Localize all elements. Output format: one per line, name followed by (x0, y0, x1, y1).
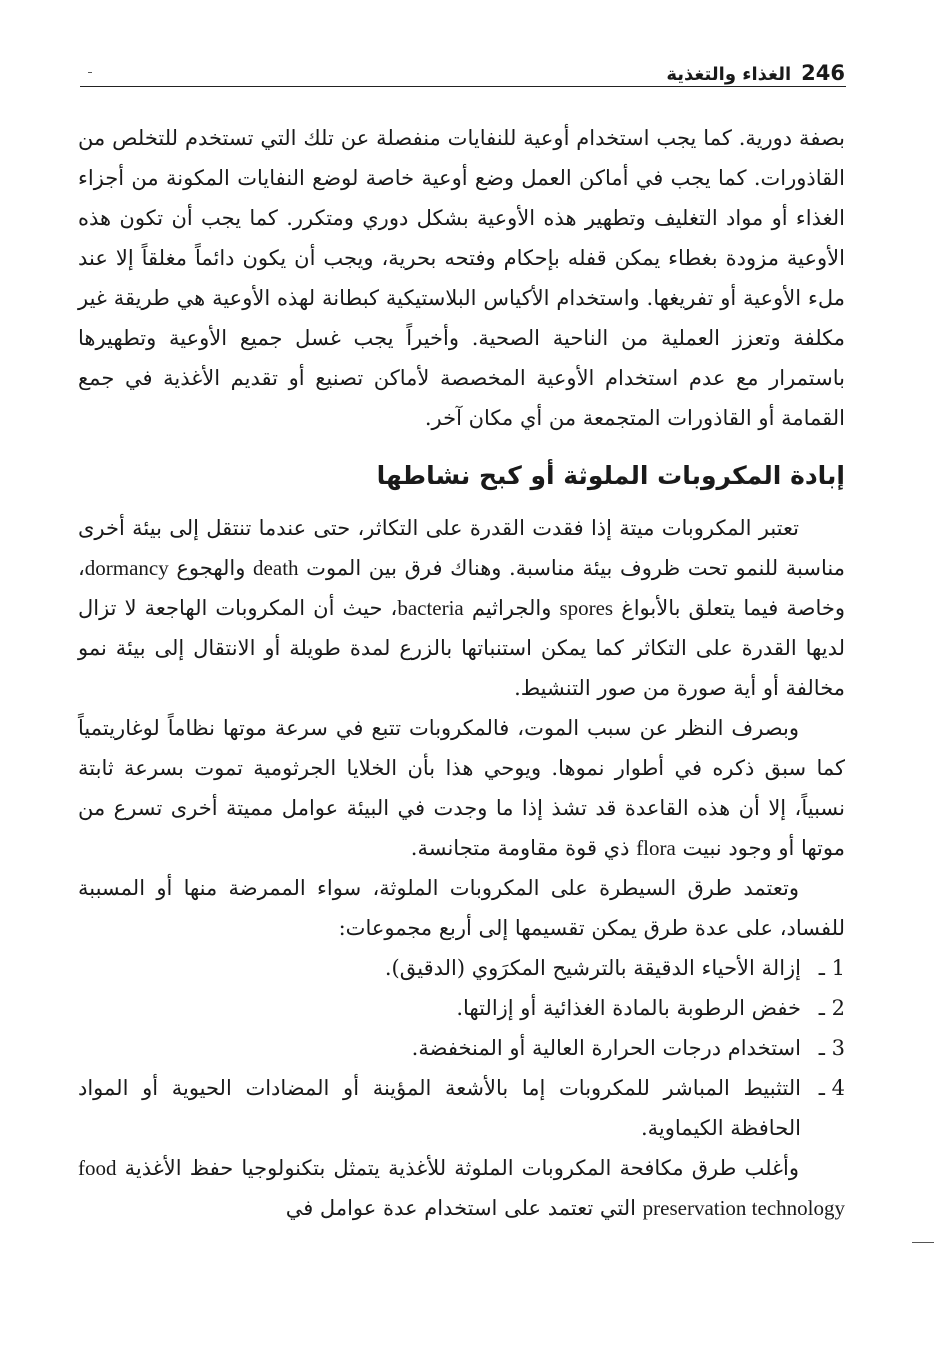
page-number: 246 (801, 61, 845, 85)
paragraph-text: ، حيث أن المكروبات الهاجعة لا تزال لديها القدرة على التكاثر كما يمكن استنباتها بالزرع لمدة طويلة أو الانتقال إلى بيئة نمو مخالفة أو أية صورة من صور التنشيط. (78, 596, 845, 700)
list-item (78, 948, 845, 988)
paragraph-preservation (78, 1148, 845, 1228)
list-item (78, 1068, 845, 1148)
intro-paragraph: بصفة دورية. كما يجب استخدام أوعية للنفايات منفصلة عن تلك التي تستخدم للتخلص من القاذورات. كما يجب في أماكن العمل وضع أوعية خاصة لوضع النفايات المكونة من أجزاء الغذاء أو مواد التغليف وتطهير هذه الأوعية بشكل دوري ومتكرر. كما يجب أن تكون هذه الأوعية مزودة بغطاء يمكن قفله بإحكام وفتحه بحرية، ويجب أن يكون دائماً مغلقاً إلا عند ملء الأوعية أو تفريغها. واستخدام الأكياس البلاستيكية كبطانة لهذه الأوعية هي طريقة غير مكلفة وتعزز العملية من الناحية الصحية. وأخيراً يجب غسل جميع الأوعية وتطهيرها باستمرار مع عدم استخدام الأوعية المخصصة لأماكن تصنيع أو تقديم الأغذية في جمع القمامة أو القاذورات المتجمعة من أي مكان آخر. (78, 126, 845, 430)
body-text (78, 118, 845, 1228)
english-term: spores (559, 596, 614, 620)
english-term: flora (636, 836, 676, 860)
english-term: dormancy (84, 556, 169, 580)
list-number: 2 ـ (818, 996, 845, 1020)
english-term: food preservation technology (78, 1156, 845, 1220)
section-heading: إبادة المكروبات الملوثة أو كبح نشاطها (376, 461, 845, 490)
paragraph-text: وأغلب طرق مكافحة المكروبات الملوثة للأغذية يتمثل بتكنولوجيا حفظ الأغذية (124, 1156, 799, 1180)
list-text: التثبيط المباشر للمكروبات إما بالأشعة المؤينة أو المضادات الحيوية أو المواد الحافظة الكيماوية. (78, 1076, 801, 1140)
list-number: 1 ـ (818, 956, 845, 980)
list-item (78, 988, 845, 1028)
list-number: 4 ـ (818, 1076, 845, 1100)
paragraph-death-dormancy (78, 508, 845, 708)
header-rule (80, 86, 846, 87)
english-term: bacteria (397, 596, 464, 620)
running-title: الغذاء والتغذية (666, 64, 792, 85)
paragraph-control-methods: وتعتمد طرق السيطرة على المكروبات الملوثة، سواء الممرضة منها أو المسببة للفساد، على عدة طرق يمكن تقسيمها إلى أربع مجموعات: (78, 876, 845, 940)
page-header (80, 48, 845, 84)
paragraph-text: التي تعتمد على استخدام عدة عوامل في (285, 1196, 636, 1220)
list-text: خفض الرطوبة بالمادة الغذائية أو إزالتها. (456, 996, 801, 1020)
list-text: استخدام درجات الحرارة العالية أو المنخفضة. (411, 1036, 801, 1060)
paragraph-text: ، وخاصة فيما يتعلق بالأبواغ (78, 556, 845, 620)
paragraph-text: تعتبر المكروبات ميتة إذا فقدت القدرة على التكاثر، حتى عندما تنتقل إلى بيئة أخرى مناسبة للنمو تحت ظروف بيئة مناسبة. وهناك فرق بين الموت (78, 516, 845, 580)
methods-list (78, 948, 845, 1148)
paragraph-text: وبصرف النظر عن سبب الموت، فالمكروبات تتبع في سرعة موتها نظاماً لوغاريتمياً كما سبق ذكره في أطوار نموها. ويوحي هذا بأن الخلايا الجرثومية تموت بسرعة ثابتة نسبياً، إلا أن هذه القاعدة قد تشذ إذا ما وجدت في البيئة عوامل مميتة أخرى تسرع من موتها أو وجود نبيت (78, 716, 845, 860)
english-term: death (253, 556, 299, 580)
paragraph-text: والهجوع (176, 556, 246, 580)
margin-mark (88, 72, 92, 73)
paragraph-text: والجراثيم (471, 596, 552, 620)
list-text: إزالة الأحياء الدقيقة بالترشيح المكرَوي (الدقيق). (384, 956, 801, 980)
paragraph-death-rate (78, 708, 845, 868)
margin-mark (912, 1242, 934, 1243)
paragraph-text: ذي قوة مقاومة متجانسة. (410, 836, 630, 860)
list-item (78, 1028, 845, 1068)
list-number: 3 ـ (818, 1036, 845, 1060)
